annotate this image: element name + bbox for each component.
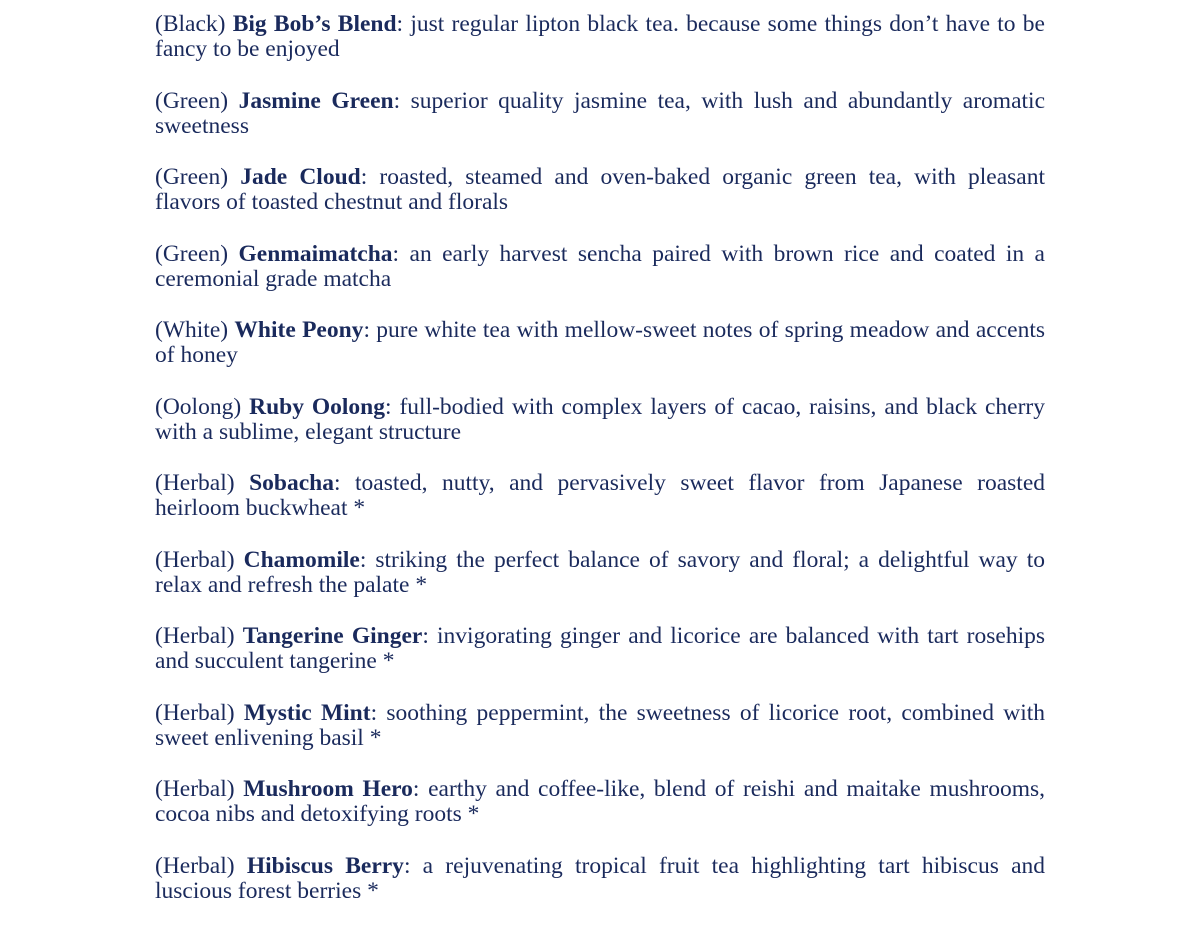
tea-description: : a rejuvenating tropical fruit tea highlighting tart hibiscus and luscious forest berries * — [155, 852, 1045, 904]
tea-description: : striking the perfect balance of savory and floral; a delightful way to relax and refresh the palate * — [155, 546, 1045, 598]
tea-category: (Herbal) — [155, 852, 235, 879]
tea-name: Mushroom Hero — [243, 776, 413, 802]
tea-category: (Black) — [155, 11, 226, 37]
tea-description: : superior quality jasmine tea, with lush and abundantly aromatic sweetness — [155, 87, 1046, 139]
tea-item — [155, 854, 1045, 904]
tea-item — [155, 395, 1045, 445]
tea-description: : earthy and coffee-like, blend of reishi and maitake mushrooms, cocoa nibs and detoxifying roots * — [155, 776, 1045, 827]
tea-description: : just regular lipton black tea. because some things don’t have to be fancy to be enjoyed — [155, 11, 1045, 62]
tea-name: Jasmine Green — [238, 87, 394, 114]
tea-item — [155, 548, 1045, 598]
tea-item — [155, 89, 1045, 139]
tea-name: Ruby Oolong — [249, 393, 386, 420]
tea-name: Genmaimatcha — [238, 240, 393, 267]
tea-category: (Oolong) — [155, 393, 242, 420]
tea-category: (Green) — [155, 164, 229, 190]
tea-category: (White) — [155, 317, 229, 343]
tea-description: : pure white tea with mellow-sweet notes of spring meadow and accents of honey — [155, 317, 1046, 368]
tea-category: (Green) — [155, 87, 229, 114]
tea-item — [155, 318, 1045, 368]
tea-name: Chamomile — [243, 546, 360, 573]
tea-category: (Green) — [155, 240, 229, 267]
tea-menu-list — [155, 12, 1045, 930]
tea-name: Hibiscus Berry — [246, 852, 404, 879]
tea-description: : roasted, steamed and oven-baked organic green tea, with pleasant flavors of toasted chestnut and florals — [155, 164, 1046, 215]
tea-item — [155, 471, 1045, 521]
tea-name: Big Bob’s Blend — [232, 11, 397, 37]
tea-description: : toasted, nutty, and pervasively sweet flavor from Japanese roasted heirloom buckwheat * — [155, 470, 1046, 521]
tea-name: Sobacha — [249, 470, 334, 496]
tea-category: (Herbal) — [155, 776, 235, 802]
tea-name: White Peony — [234, 317, 364, 343]
tea-name: Mystic Mint — [243, 699, 371, 726]
tea-item — [155, 624, 1045, 674]
tea-description: : an early harvest sencha paired with brown rice and coated in a ceremonial grade matcha — [155, 240, 1045, 292]
tea-name: Tangerine Ginger — [242, 623, 423, 649]
tea-item — [155, 777, 1045, 827]
tea-item — [155, 12, 1045, 62]
tea-name: Jade Cloud — [240, 164, 361, 190]
tea-description: : invigorating ginger and licorice are balanced with tart rosehips and succulent tangerine * — [155, 623, 1045, 674]
tea-item — [155, 701, 1045, 751]
tea-category: (Herbal) — [155, 546, 235, 573]
tea-description: : soothing peppermint, the sweetness of licorice root, combined with sweet enlivening basil * — [155, 699, 1046, 751]
tea-category: (Herbal) — [155, 623, 235, 649]
tea-description: : full-bodied with complex layers of cacao, raisins, and black cherry with a sublime, elegant structure — [155, 393, 1046, 445]
tea-category: (Herbal) — [155, 699, 235, 726]
tea-item — [155, 242, 1045, 292]
tea-item — [155, 165, 1045, 215]
tea-category: (Herbal) — [155, 470, 235, 496]
